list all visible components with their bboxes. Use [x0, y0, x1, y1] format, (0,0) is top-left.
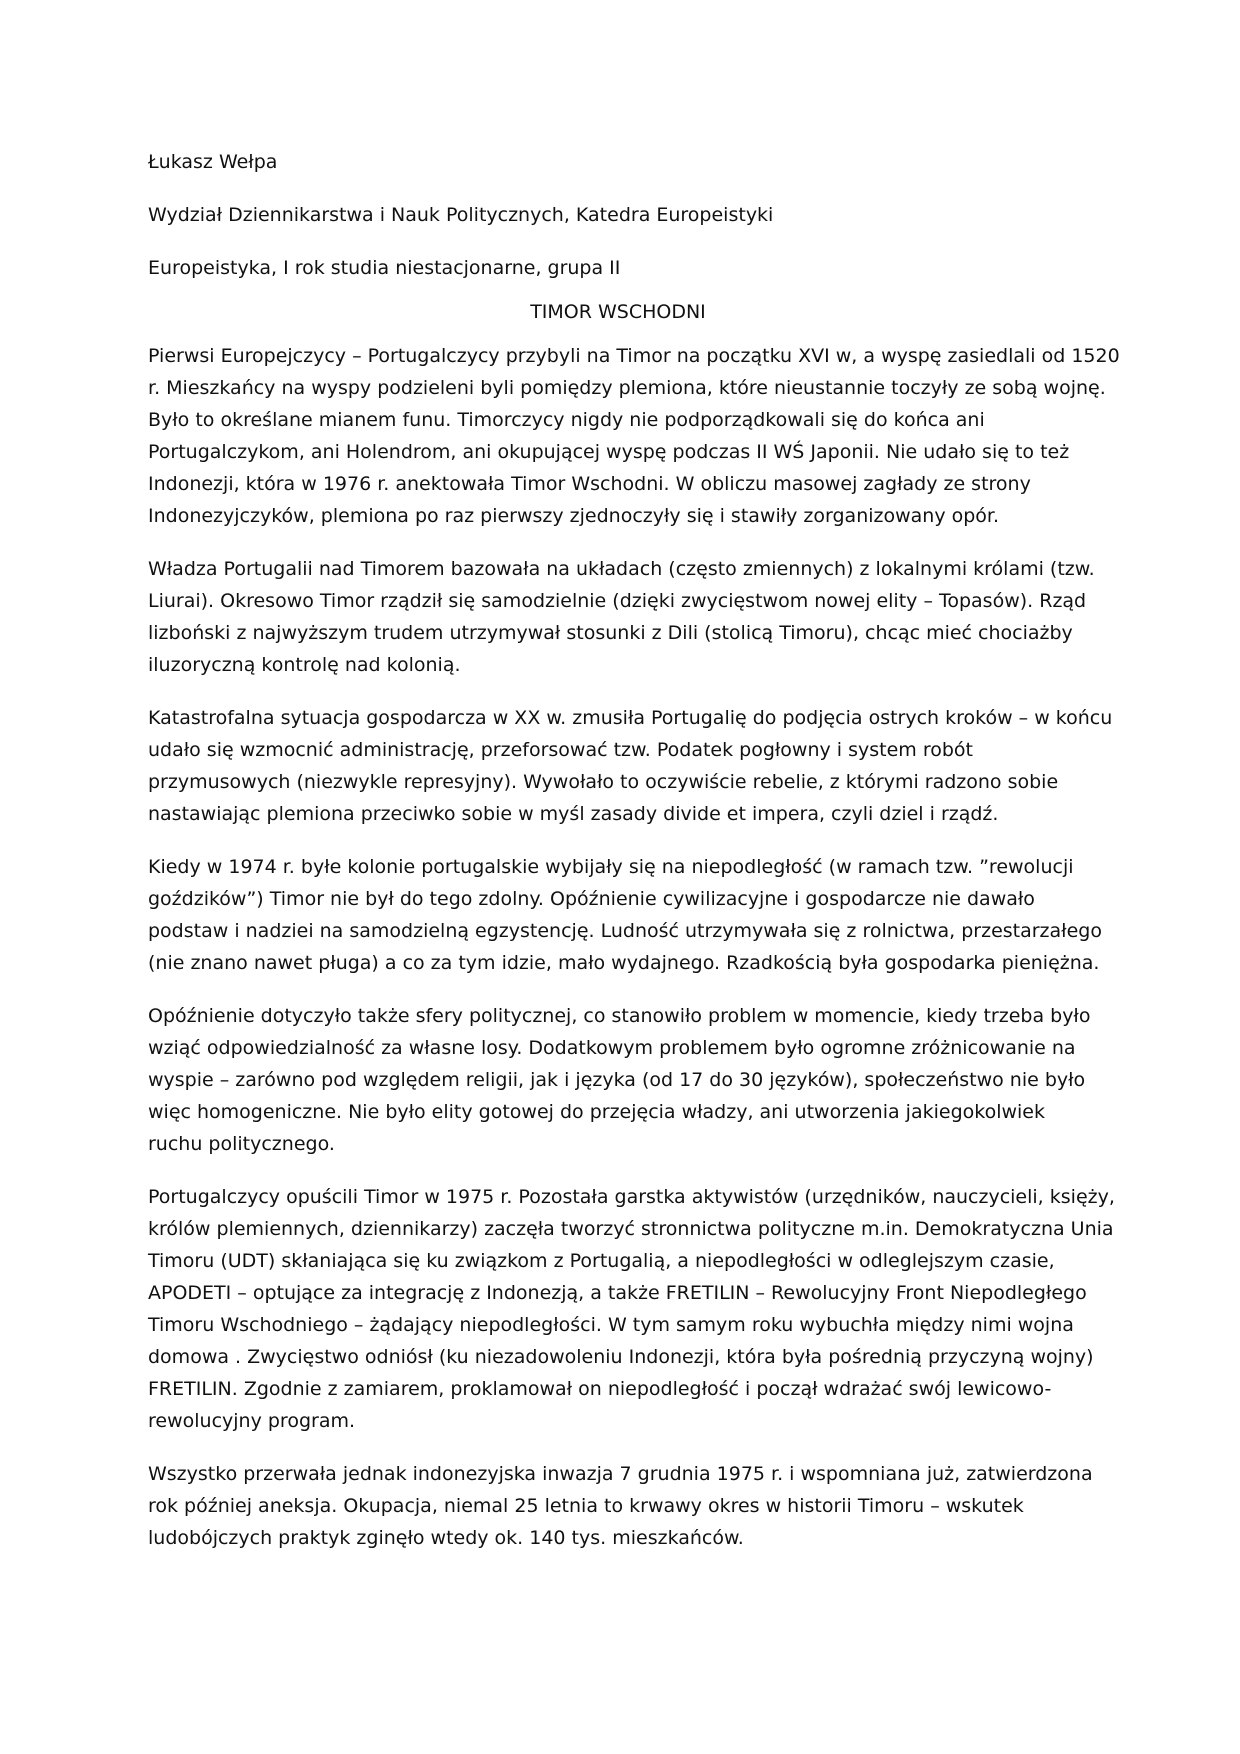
paragraph-2	[148, 553, 1096, 681]
paragraph-line: Wszystko przerwała jednak indonezyjska inwazja 7 grudnia 1975 r. i wspomniana już, zatwierdzona	[148, 1463, 1093, 1485]
paragraph-line: rok później aneksja. Okupacja, niemal 25 letnia to krwawy okres w historii Timoru – wskutek	[148, 1495, 1024, 1517]
paragraph-line: domowa . Zwycięstwo odniósł (ku niezadowoleniu Indonezji, która była pośrednią przyczyną wojny)	[148, 1346, 1094, 1368]
paragraph-line: Katastrofalna sytuacja gospodarcza w XX w. zmusiła Portugalię do podjęcia ostrych kroków – w końcu	[148, 707, 1113, 729]
paragraph-6	[148, 1181, 1115, 1437]
paragraph-line: Liurai). Okresowo Timor rządził się samodzielnie (dzięki zwycięstwom nowej elity – Topasów). Rząd	[148, 590, 1087, 612]
paragraph-line: przymusowych (niezwykle represyjny). Wywołało to oczywiście rebelie, z którymi radzono sobie	[148, 771, 1059, 793]
paragraph-line: Opóźnienie dotyczyło także sfery politycznej, co stanowiło problem w momencie, kiedy trzeba było	[148, 1005, 1091, 1027]
paragraphs-container	[148, 340, 1120, 1554]
document-body	[148, 146, 1120, 1554]
author-name: Łukasz Wełpa	[148, 151, 278, 173]
paragraph-line: rewolucyjny program.	[148, 1410, 356, 1432]
paragraph-line: więc homogeniczne. Nie było elity gotowej do przejęcia władzy, ani utworzenia jakiegokolwiek	[148, 1101, 1045, 1123]
paragraph-line: r. Mieszkańcy na wyspy podzieleni byli pomiędzy plemiona, które nieustannie toczyły ze sobą wojnę.	[148, 377, 1106, 399]
paragraph-line: lizboński z najwyższym trudem utrzymywał stosunki z Dili (stolicą Timoru), chcąc mieć chociażby	[148, 622, 1073, 644]
paragraph-line: nastawiając plemiona przeciwko sobie w myśl zasady divide et impera, czyli dziel i rządź.	[148, 803, 999, 825]
paragraph-7	[148, 1458, 1096, 1554]
faculty-line: Wydział Dziennikarstwa i Nauk Politycznych, Katedra Europeistyki	[148, 204, 774, 226]
paragraph-line: goździków”) Timor nie był do tego zdolny. Opóźnienie cywilizacyjne i gospodarcze nie dawało	[148, 888, 1035, 910]
paragraph-line: ludobójczych praktyk zginęło wtedy ok. 140 tys. mieszkańców.	[148, 1527, 744, 1549]
paragraph-5	[148, 1000, 1096, 1160]
paragraph-line: wyspie – zarówno pod względem religii, jak i języka (od 17 do 30 języków), społeczeństwo nie było	[148, 1069, 1086, 1091]
paragraph-3	[148, 702, 1113, 830]
paragraph-line: Portugalczycy opuścili Timor w 1975 r. Pozostała garstka aktywistów (urzędników, nauczycieli, księży,	[148, 1186, 1115, 1208]
paragraph-4	[148, 851, 1102, 979]
paragraph-line: Portugalczykom, ani Holendrom, ani okupującej wyspę podczas II WŚ Japonii. Nie udało się to też	[148, 441, 1070, 463]
paragraph-line: iluzoryczną kontrolę nad kolonią.	[148, 654, 461, 676]
paragraph-line: wziąć odpowiedzialność za własne losy. Dodatkowym problemem było ogromne zróżnicowanie na	[148, 1037, 1076, 1059]
paragraph-line: Było to określane mianem funu. Timorczycy nigdy nie podporządkowali się do końca ani	[148, 409, 985, 431]
paragraph-line: udało się wzmocnić administrację, przeforsować tzw. Podatek pogłowny i system robót	[148, 739, 973, 761]
paragraph-line: Timoru (UDT) skłaniająca się ku związkom z Portugalią, a niepodległości w odleglejszym czasie,	[148, 1250, 1055, 1272]
paragraph-line: Indonezyjczyków, plemiona po raz pierwszy zjednoczyły się i stawiły zorganizowany opór.	[148, 505, 1000, 527]
paragraph-line: podstaw i nadziei na samodzielną egzystencję. Ludność utrzymywała się z rolnictwa, przestarzałego	[148, 920, 1102, 942]
paragraph-line: ruchu politycznego.	[148, 1133, 335, 1155]
paragraph-1	[148, 340, 1120, 532]
paragraph-line: Pierwsi Europejczycy – Portugalczycy przybyli na Timor na początku XVI w, a wyspę zasiedlali od 1520	[148, 345, 1120, 367]
paragraph-line: (nie znano nawet pługa) a co za tym idzie, mało wydajnego. Rzadkością była gospodarka pieniężna.	[148, 952, 1100, 974]
document-title: TIMOR WSCHODNI	[530, 301, 706, 323]
paragraph-line: FRETILIN. Zgodnie z zamiarem, proklamował on niepodległość i począł wdrażać swój lewicowo-	[148, 1378, 1052, 1400]
paragraph-line: Indonezji, która w 1976 r. anektowała Timor Wschodni. W obliczu masowej zagłady ze strony	[148, 473, 1031, 495]
paragraph-line: królów plemiennych, dziennikarzy) zaczęła tworzyć stronnictwa polityczne m.in. Demokratyczna Unia	[148, 1218, 1114, 1240]
paragraph-line: APODETI – optujące za integrację z Indonezją, a także FRETILIN – Rewolucyjny Front Niepodległego	[148, 1282, 1087, 1304]
paragraph-line: Władza Portugalii nad Timorem bazowała na układach (często zmiennych) z lokalnymi królami (tzw.	[148, 558, 1095, 580]
program-line: Europeistyka, I rok studia niestacjonarne, grupa II	[148, 257, 621, 279]
paragraph-line: Timoru Wschodniego – żądający niepodległości. W tym samym roku wybuchła między nimi wojna	[148, 1314, 1074, 1336]
paragraph-line: Kiedy w 1974 r. byłe kolonie portugalskie wybijały się na niepodległość (w ramach tzw. ”rewolucji	[148, 856, 1074, 878]
